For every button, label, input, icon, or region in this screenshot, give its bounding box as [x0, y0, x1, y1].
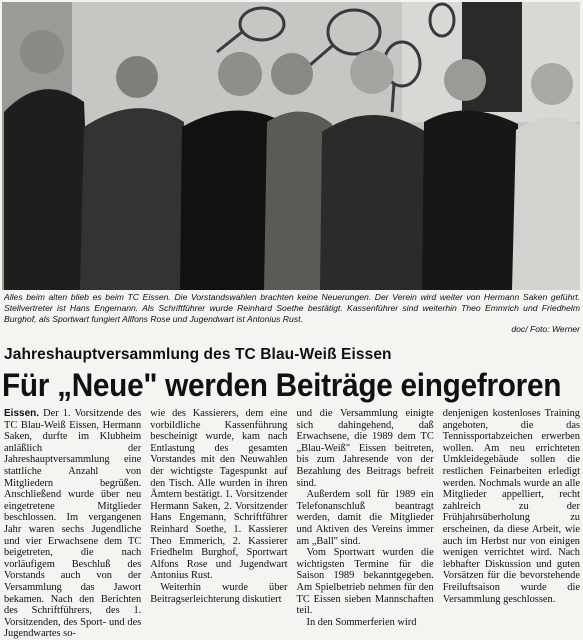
- article-column-4: [443, 408, 580, 626]
- column-3-paragraph-3: Vom Sportwart wurden die wichtigsten Termine für die Saison 1989 bekanntgegeben. Am Spielbetrieb nehmen für den TC Eissen sieben Mannschaften teil.: [296, 547, 434, 617]
- dateline: Eissen.: [4, 408, 40, 419]
- column-3-paragraph-4: In den Sommerferien wird: [306, 616, 417, 628]
- caption-text: Alles beim alten blieb es beim TC Eissen. Die Vorstandswahlen brachten keine Neuerungen. Der Verein wird weiter von Hermann Saken geführt. Stellvertreter ist Hans Engemann. Als Schriftführer wurde Reinhard Soethe bestätigt. Kassenführer sind weiterhin Theo Emmrich und Friedhelm Burghof, als Sportwart fungiert Allfons Rose und Jugendwart ist Antonius Rust.: [4, 292, 580, 324]
- photo-caption: [4, 292, 580, 335]
- photo-credit: doc/ Foto: Werner: [511, 324, 580, 334]
- article-column-3: [297, 408, 434, 626]
- article-headline: Für „Neue" werden Beiträge eingefroren: [2, 367, 562, 403]
- column-3-paragraph-1: und die Versammlung einigte sich dahingehend, daß Erwachsene, die 1989 dem TC „Blau-Weiß" Eissen beitreten, bis zum Jahresende von der Bezahlung des Beitrags befreit sind.: [296, 408, 434, 489]
- column-2-paragraph-2: Weiterhin wurde über Beitragserleichterung diskutiert: [150, 581, 288, 605]
- article-body: [4, 408, 580, 640]
- column-2-paragraph-1: wie des Kassierers, dem eine vorbildliche Kassenführung bescheinigt wurde, kam nach Entlastung des gesamten Vorstandes mit den Neuwahlen der wichtigste Tagespunkt auf den Tisch. Alle wurden in ihren Ämtern bestätigt. 1. Vorsitzender Hermann Saken, 2. Vorsitzender Hans Engemann, Schriftführer Reinhard Soethe, 1. Kassierer Theo Emmerich, 2. Kassierer Friedhelm Burghof, Sportwart Alfons Rose und Jugendwart Antonius Rust.: [150, 408, 288, 582]
- group-photo-illustration: [2, 2, 580, 290]
- kicker-headline: Jahreshauptversammlung des TC Blau-Weiß Eissen: [4, 346, 392, 363]
- column-4-text: denjenigen kostenloses Training angeboten, die das Tennissportabzeichen erwerben wollen. Am neu errichteten Umkleidegebäude sollen die restlichen Feinarbeiten erledigt werden. Nochmals wurde an alle Mitglieder appelliert, recht zahlreich zu der Frühjahrsüberholung zu erscheinen, da diese Arbeit, wie auch im Herbst nur von einigen wenigen verrichtet wird. Nach lebhafter Diskussion und guten Vorsätzen für die bevorstehende Freiluftsaison wurde die Versammlung geschlossen.: [442, 408, 580, 605]
- article-column-2: [150, 408, 287, 626]
- group-photo: [2, 2, 580, 290]
- article-column-1: [4, 408, 142, 640]
- column-3-paragraph-2: Außerdem soll für 1989 ein Telefonanschluß beantragt werden, damit die Mitglieder und Aktiven des Vereins immer am „Ball" sind.: [296, 489, 434, 547]
- column-1-text: Der 1. Vorsitzende des TC Blau-Weiß Eissen, Hermann Saken, durfte im Klubheim anläßlich der Jahreshauptversammlung eine stattliche Anzahl von Mitgliedern begrüßen. Anschließend wurde über neu eingetretene Mitglieder beschlossen. Im vergangenen Jahr waren sechs Jugendliche und vier Erwachsene dem TC beigetreten, die nach vorläufigem Beschluß des Vorstands auch von der Versammlung das Jawort bekamen. Nach den Berichten des Schriftführers, des 1. Vorsitzenden, des Sport- und des Jugendwartes so-: [4, 408, 142, 640]
